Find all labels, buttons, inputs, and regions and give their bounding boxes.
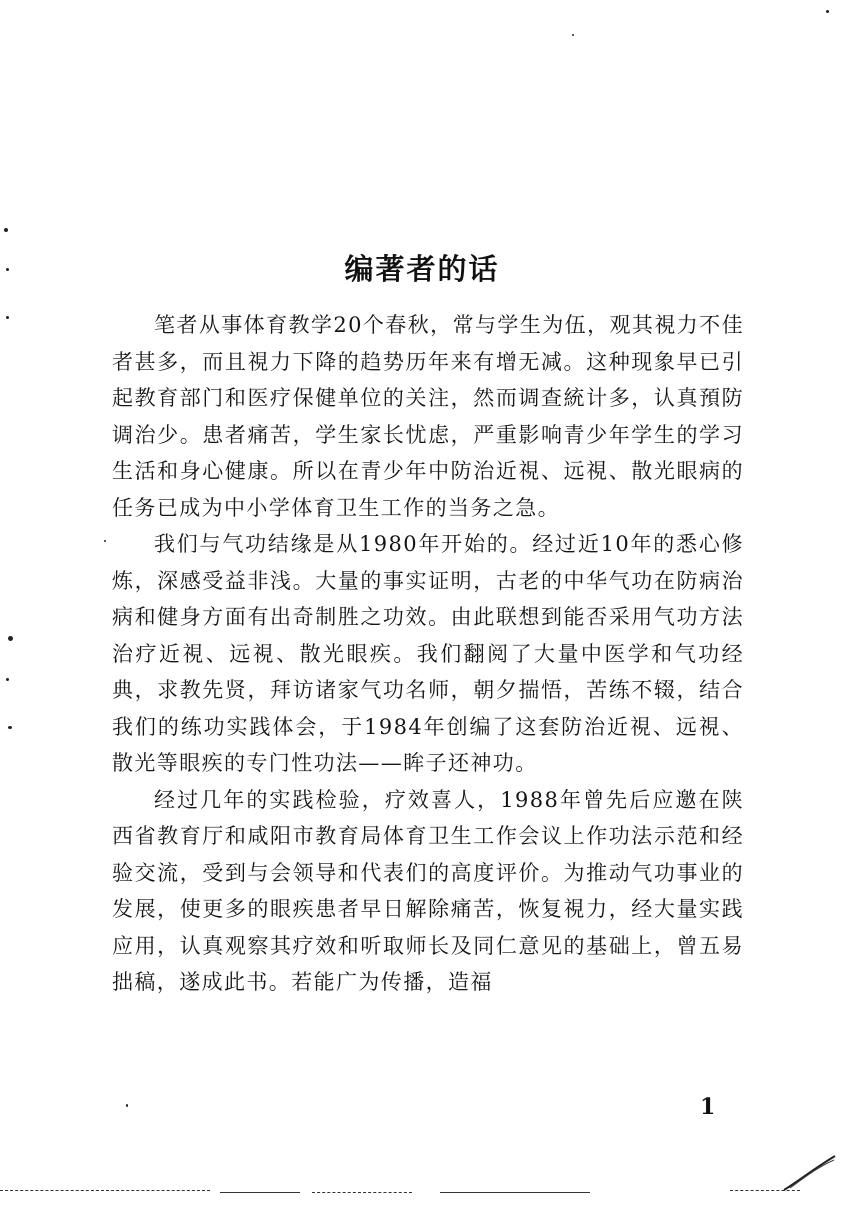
scan-speck bbox=[6, 316, 9, 319]
paragraph: 经过几年的实践检验，疗效喜人，1988年曾先后应邀在陕西省教育厅和咸阳市教育局体育卫生工作会议上作功法示范和经验交流，受到与会领导和代表们的高度评价。为推动气功事业的发展，使更多的眼疾患者早日解除痛苦，恢复視力，经大量实践应用，认真观察其疗效和听取师长及同仁意见的基础上，曾五易拙稿，遂成此书。若能广为传播，造福 bbox=[112, 787, 744, 994]
page-number: 1 bbox=[700, 1094, 716, 1120]
page-title: 编著者的话 bbox=[344, 252, 500, 287]
scan-line bbox=[0, 1190, 210, 1191]
scan-speck bbox=[572, 34, 574, 36]
scan-speck bbox=[8, 636, 13, 641]
pen-mark-icon bbox=[780, 1150, 840, 1195]
scan-line bbox=[312, 1192, 412, 1193]
scan-speck bbox=[104, 540, 106, 542]
body-text bbox=[112, 307, 744, 1001]
paragraph: 我们与气功结缘是从1980年开始的。经过近10年的悉心修炼，深感受益非浅。大量的事实证明，古老的中华气功在防病治病和健身方面有出奇制胜之功效。由此联想到能否采用气功方法治疗近視、远視、散光眼疾。我们翻阅了大量中医学和气功经典，求教先贤，拜访诸家气功名师，朝夕揣悟，苦练不辍，结合我们的练功实践体会，于1984年创编了这套防治近視、远視、散光等眼疾的专门性功法——眸子还神功。 bbox=[112, 532, 744, 775]
scan-speck bbox=[6, 678, 9, 681]
scan-line bbox=[440, 1192, 590, 1193]
paragraph: 笔者从事体育教学20个春秋，常与学生为伍，观其視力不佳者甚多，而且視力下降的趋势历年来有增无减。这种现象早已引起教育部门和医疗保健单位的关注，然而调查統计多，认真預防调治少。患者痛苦，学生家长忧虑，严重影响青少年学生的学习生活和身心健康。所以在青少年中防治近視、远視、散光眼病的任务已成为中小学体育卫生工作的当务之急。 bbox=[112, 313, 744, 520]
scan-speck bbox=[826, 10, 829, 13]
scan-line bbox=[220, 1192, 300, 1193]
scan-speck bbox=[4, 228, 8, 232]
scan-speck bbox=[126, 1104, 128, 1107]
scan-speck bbox=[8, 726, 12, 729]
